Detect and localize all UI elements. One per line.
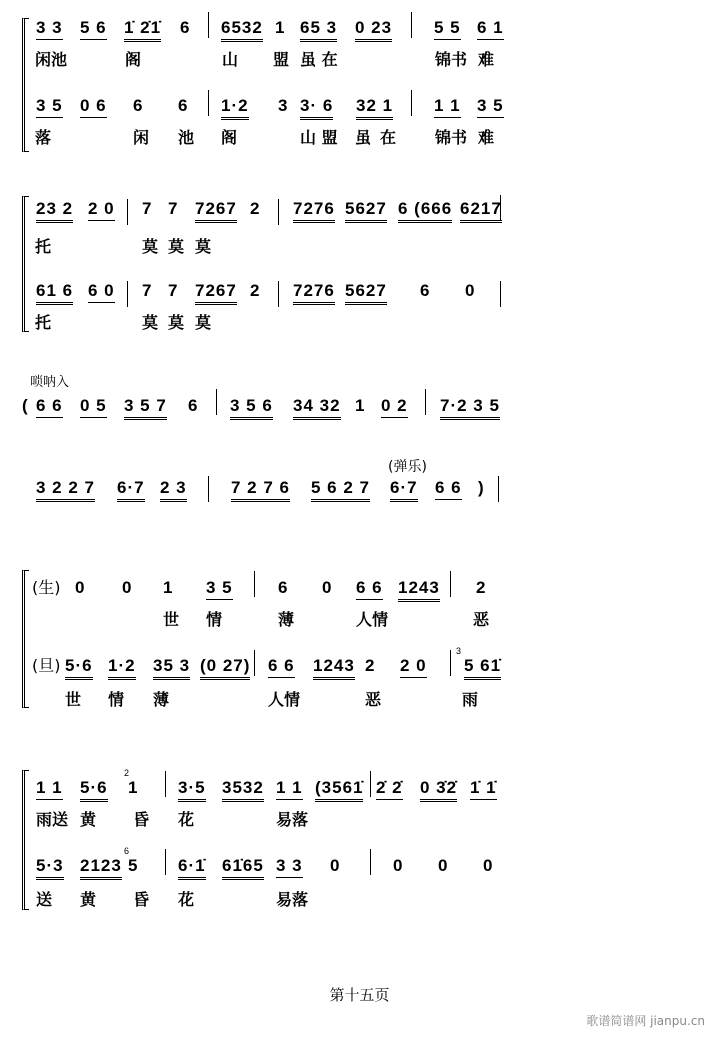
note-group: 3 bbox=[278, 96, 289, 115]
note-group: 7267 bbox=[195, 199, 237, 223]
note-group: 0 3̇2̇ bbox=[420, 778, 457, 802]
lyric: 莫 bbox=[168, 313, 185, 332]
lyric: 托 bbox=[35, 313, 52, 332]
note-group: 2 bbox=[250, 281, 261, 300]
note-group: 0 bbox=[122, 578, 133, 597]
lyric: 情 bbox=[206, 610, 223, 629]
note-group: 7276 bbox=[293, 199, 335, 223]
note-group: 6 bbox=[188, 396, 199, 415]
bar-line bbox=[208, 90, 209, 116]
watermark: 歌谱简谱网 jianpu.cn bbox=[586, 1014, 705, 1028]
bar-line bbox=[500, 281, 501, 307]
note-group: 6·7 bbox=[117, 478, 145, 502]
note-group: 1 bbox=[163, 578, 174, 597]
note-group: 2 0 bbox=[88, 199, 115, 221]
note-group: 0 bbox=[438, 856, 449, 875]
bar-line bbox=[208, 476, 209, 502]
bar-line bbox=[425, 389, 426, 415]
system-bracket bbox=[22, 770, 29, 910]
note-group: 1 bbox=[275, 18, 286, 37]
note-group: 0 5 bbox=[80, 396, 107, 418]
note-group: 6 (666 bbox=[398, 199, 452, 223]
note-group: 6 6 bbox=[435, 478, 462, 500]
lyric: 情 bbox=[108, 690, 125, 709]
lyric: 落 bbox=[35, 128, 52, 147]
note-group: 5 5 bbox=[434, 18, 461, 40]
lyric: 莫 bbox=[142, 313, 159, 332]
lyric: 在 bbox=[380, 128, 397, 147]
note-group: 7 bbox=[168, 281, 179, 300]
note-group: 1̇ 2̇1̇ bbox=[124, 18, 161, 42]
lyric: 闲 bbox=[133, 128, 150, 147]
note-group: 7·2 3 5 bbox=[440, 396, 500, 420]
lyric: 雨送 bbox=[36, 810, 69, 829]
grace-note: 2 bbox=[124, 768, 130, 778]
page-number: 第十五页 bbox=[329, 986, 390, 1004]
note-group: 5 bbox=[128, 856, 139, 875]
note-group: 7 2 7 6 bbox=[231, 478, 290, 502]
lyric: 人情 bbox=[356, 610, 389, 629]
note-group: 6 0 bbox=[88, 281, 115, 303]
note-group: 1 bbox=[128, 778, 139, 797]
note-group: 7276 bbox=[293, 281, 335, 305]
lyric: 闲池 bbox=[35, 50, 68, 69]
note-group: 0 bbox=[75, 578, 86, 597]
system-bracket bbox=[22, 18, 29, 152]
note-group: 5627 bbox=[345, 199, 387, 223]
lyric: 莫 bbox=[195, 237, 212, 256]
note-group: 6 bbox=[420, 281, 431, 300]
lyric: 易落 bbox=[276, 810, 309, 829]
note-group: 6 1 bbox=[477, 18, 504, 40]
bar-line bbox=[370, 771, 371, 797]
system-bracket bbox=[22, 570, 29, 708]
bar-line bbox=[208, 12, 209, 38]
lyric: 阁 bbox=[221, 128, 238, 147]
role-label: (生) bbox=[32, 578, 61, 597]
role-label: (旦) bbox=[32, 656, 61, 675]
note-group: 1 1 bbox=[36, 778, 63, 800]
note-group: 0 bbox=[393, 856, 404, 875]
bar-line bbox=[498, 476, 499, 502]
lyric: 盟 bbox=[273, 50, 290, 69]
note-group: 5·6 bbox=[65, 656, 93, 680]
note-group: 5627 bbox=[345, 281, 387, 305]
lyric: 锦书 bbox=[435, 128, 468, 147]
note-group: 3 3 bbox=[276, 856, 303, 878]
lyric: 薄 bbox=[278, 610, 295, 629]
note-group: 3·5 bbox=[178, 778, 206, 802]
note-group: (0 27) bbox=[200, 656, 250, 680]
note-group: 1̇ 1̇ bbox=[470, 778, 497, 800]
lyric: 阁 bbox=[125, 50, 142, 69]
note-group: 3 2 2 7 bbox=[36, 478, 95, 502]
grace-note: 3 bbox=[456, 646, 462, 656]
note-group: 7 bbox=[168, 199, 179, 218]
note-group: 1 1 bbox=[276, 778, 303, 800]
note-group: 3 5 bbox=[36, 96, 63, 118]
bar-line bbox=[127, 281, 128, 307]
note-group: 6 bbox=[178, 96, 189, 115]
bar-line bbox=[411, 90, 412, 116]
lyric: 花 bbox=[178, 810, 195, 829]
lyric: 易落 bbox=[276, 890, 309, 909]
note-group: ) bbox=[478, 478, 485, 497]
note-group: 23 2 bbox=[36, 199, 73, 223]
note-group: 0 bbox=[330, 856, 341, 875]
note-group: 0 2 bbox=[381, 396, 408, 418]
bar-line bbox=[216, 389, 217, 415]
note-group: 2 bbox=[476, 578, 487, 597]
note-group: 34 32 bbox=[293, 396, 341, 420]
bar-line bbox=[450, 571, 451, 597]
lyric: 山 盟 bbox=[300, 128, 338, 147]
note-group: 7 bbox=[142, 199, 153, 218]
lyric: 送 bbox=[36, 890, 53, 909]
note-group: 2 bbox=[365, 656, 376, 675]
bar-line bbox=[411, 12, 412, 38]
note-group: 3 5 6 bbox=[230, 396, 273, 420]
note-group: 3532 bbox=[222, 778, 264, 802]
note-group: 35 3 bbox=[153, 656, 190, 680]
note-group: 2 3 bbox=[160, 478, 187, 502]
bar-line bbox=[370, 849, 371, 875]
note-group: 6 bbox=[180, 18, 191, 37]
lyric: 莫 bbox=[195, 313, 212, 332]
lyric: 人情 bbox=[268, 690, 301, 709]
note-group: 0 23 bbox=[355, 18, 392, 42]
note-group: 6 bbox=[133, 96, 144, 115]
lyric: 昏 bbox=[133, 810, 150, 829]
note-group: 0 6 bbox=[80, 96, 107, 118]
note-group: 2123 bbox=[80, 856, 122, 880]
lyric: 薄 bbox=[153, 690, 170, 709]
lyric: 虽 bbox=[355, 128, 372, 147]
note-group: 5·6 bbox=[80, 778, 108, 802]
bar-line bbox=[278, 281, 279, 307]
note-group: 6532 bbox=[221, 18, 263, 42]
lyric: 恶 bbox=[365, 690, 382, 709]
note-group: 65 3 bbox=[300, 18, 337, 42]
note-group: 1 bbox=[355, 396, 366, 415]
lyric: 世 bbox=[163, 610, 180, 629]
note-group: (3561̇ bbox=[315, 778, 363, 802]
bar-line bbox=[254, 571, 255, 597]
note-group: 32 1 bbox=[356, 96, 393, 120]
lyric: 池 bbox=[178, 128, 195, 147]
note-group: 5 6 bbox=[80, 18, 107, 40]
plucked-annotation: (弹乐) bbox=[388, 459, 427, 475]
note-group: 3 5 bbox=[477, 96, 504, 118]
note-group: 5 6 2 7 bbox=[311, 478, 370, 502]
note-group: 1243 bbox=[313, 656, 355, 680]
bar-line bbox=[450, 650, 451, 676]
bar-line bbox=[165, 771, 166, 797]
lyric: 山 bbox=[222, 50, 239, 69]
lyric: 世 bbox=[65, 690, 82, 709]
note-group: 3· 6 bbox=[300, 96, 333, 120]
note-group: 5·3 bbox=[36, 856, 64, 880]
note-group: 2 bbox=[250, 199, 261, 218]
note-group: 5 61̇ bbox=[464, 656, 501, 680]
note-group: 6 bbox=[278, 578, 289, 597]
lyric: 昏 bbox=[133, 890, 150, 909]
lyric: 莫 bbox=[168, 237, 185, 256]
note-group: 3 5 bbox=[206, 578, 233, 600]
lyric: 托 bbox=[35, 237, 52, 256]
note-group: 0 bbox=[465, 281, 476, 300]
note-group: 6·1̇ bbox=[178, 856, 206, 880]
lyric: 黄 bbox=[80, 810, 97, 829]
lyric: 黄 bbox=[80, 890, 97, 909]
note-group: 0 bbox=[483, 856, 494, 875]
note-group: 3 5 7 bbox=[124, 396, 167, 420]
bar-line bbox=[254, 650, 255, 676]
note-group: 3 3 bbox=[36, 18, 63, 40]
lyric: 虽 在 bbox=[300, 50, 338, 69]
lyric: 难 bbox=[478, 128, 495, 147]
note-group: 6217 bbox=[460, 199, 502, 223]
note-group: 6 6 bbox=[356, 578, 383, 600]
note-group: 2̇ 2̇ bbox=[376, 778, 403, 800]
lyric: 锦书 bbox=[435, 50, 468, 69]
note-group: 6 6 bbox=[268, 656, 295, 678]
note-group: 1·2 bbox=[108, 656, 136, 680]
lyric: 雨 bbox=[462, 690, 479, 709]
grace-note: 6 bbox=[124, 846, 130, 856]
note-group: 1 1 bbox=[434, 96, 461, 118]
note-group: 61̇65 bbox=[222, 856, 264, 880]
note-group: 6·7 bbox=[390, 478, 418, 502]
lyric: 花 bbox=[178, 890, 195, 909]
suona-enter-annotation: 唢呐入 bbox=[30, 375, 70, 390]
bar-line bbox=[127, 199, 128, 225]
note-group: ( bbox=[22, 396, 29, 415]
bar-line bbox=[278, 199, 279, 225]
lyric: 恶 bbox=[473, 610, 490, 629]
note-group: 1·2 bbox=[221, 96, 249, 120]
note-group: 6 6 bbox=[36, 396, 63, 418]
note-group: 61 6 bbox=[36, 281, 73, 305]
lyric: 莫 bbox=[142, 237, 159, 256]
note-group: 7 bbox=[142, 281, 153, 300]
lyric: 难 bbox=[478, 50, 495, 69]
bar-line bbox=[165, 849, 166, 875]
note-group: 7267 bbox=[195, 281, 237, 305]
note-group: 2 0 bbox=[400, 656, 427, 678]
note-group: 0 bbox=[322, 578, 333, 597]
note-group: 1243 bbox=[398, 578, 440, 602]
system-bracket bbox=[22, 196, 29, 332]
